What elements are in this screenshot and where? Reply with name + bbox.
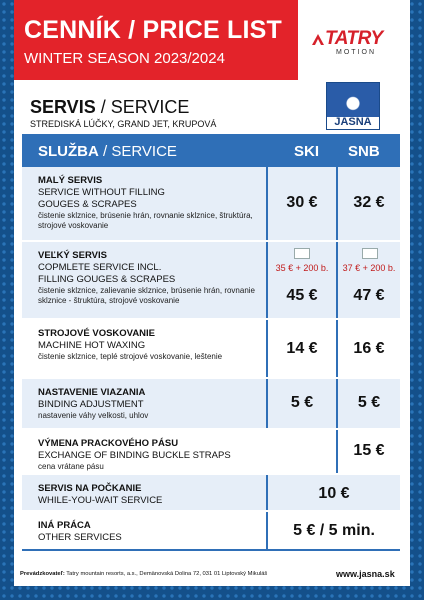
ski-price: 5 € [290, 394, 314, 411]
table-row [22, 379, 400, 430]
operator-label: Prevádzkovateľ: [20, 571, 65, 577]
operator-info [20, 571, 267, 577]
season-subtitle: WINTER SEASON 2023/2024 [24, 50, 225, 67]
header-snb: SNB [348, 143, 380, 160]
snb-price: 16 € [353, 340, 385, 357]
table-row [22, 167, 400, 242]
title-banner [14, 0, 298, 80]
header-service-bold: SLUŽBA [38, 143, 99, 160]
row-text [38, 483, 262, 507]
service-name-en: OTHER SERVICES [38, 532, 122, 543]
page-title: CENNÍK / PRICE LIST [24, 16, 282, 44]
ski-price: 45 € [286, 287, 318, 304]
row-text [38, 250, 262, 306]
tatry-logo [312, 28, 392, 58]
website-link[interactable]: www.jasna.sk [336, 569, 395, 579]
table-bottom-rule [22, 549, 400, 551]
service-name-sk: INÁ PRÁCA [38, 520, 91, 531]
snb-price: 15 € [353, 442, 385, 459]
table-row [22, 320, 400, 379]
jasna-logo-text: JASNA [334, 116, 372, 128]
service-name-sk: VEĽKÝ SERVIS [38, 250, 107, 261]
table-row [22, 242, 400, 320]
service-name-en: WHILE-YOU-WAIT SERVICE [38, 495, 163, 506]
service-name-en-2: GOUGES & SCRAPES [38, 199, 137, 210]
ski-price: 14 € [286, 340, 318, 357]
section-title [30, 97, 189, 118]
price-list-sheet [14, 0, 410, 586]
row-text [38, 387, 262, 421]
table-row [22, 430, 400, 475]
table-header [22, 134, 400, 167]
ski-promo-price: 35 € + 200 b. [275, 263, 329, 273]
service-description: čistenie sklznice, zalievanie sklznice, brúsenie hrán, rovnanie sklznice - štruktúra, strojové voskovanie [38, 286, 255, 305]
snb-price: 32 € [353, 194, 385, 211]
service-name-sk: STROJOVÉ VOSKOVANIE [38, 328, 156, 339]
service-name-sk: MALÝ SERVIS [38, 175, 103, 186]
ski-price: 30 € [286, 194, 318, 211]
column-divider [266, 242, 268, 318]
row-text [38, 438, 262, 472]
service-name-sk: SERVIS NA POČKANIE [38, 483, 142, 494]
service-name-en: SERVICE WITHOUT FILLING [38, 187, 165, 198]
combined-price: 5 € / 5 min. [293, 522, 375, 539]
sun-icon [327, 83, 379, 117]
service-description: čistenie sklznice, brúsenie hrán, rovnanie sklznice, štruktúra, strojové voskovanie [38, 211, 253, 230]
service-description: cena vrátane pásu [38, 462, 104, 471]
snb-price: 47 € [353, 287, 385, 304]
service-name-en: MACHINE HOT WAXING [38, 340, 146, 351]
service-name-en: BINDING ADJUSTMENT [38, 399, 144, 410]
service-name-en-2: FILLING GOUGES & SCRAPES [38, 274, 176, 285]
section-title-rest: / SERVICE [95, 97, 190, 117]
table-row [22, 512, 400, 549]
table-row [22, 475, 400, 512]
service-name-en: EXCHANGE OF BINDING BUCKLE STRAPS [38, 450, 231, 461]
service-name-en: COPMLETE SERVICE INCL. [38, 262, 162, 273]
header-ski: SKI [294, 143, 320, 160]
loyalty-card-icon [294, 248, 310, 259]
operator-text: Tatry mountain resorts, a.s., Demänovská Dolina 72, 031 01 Liptovský Mikuláš [64, 571, 268, 577]
row-text [38, 175, 262, 231]
service-description: nastavenie váhy velkosti, uhlov [38, 411, 149, 420]
row-text [38, 328, 262, 362]
combined-price: 10 € [318, 485, 350, 502]
header-service-rest: / SERVICE [98, 143, 177, 160]
service-description: čistenie sklznice, teplé strojové voskovanie, leštenie [38, 352, 223, 361]
row-text [38, 520, 262, 544]
jasna-logo [326, 82, 380, 130]
service-name-sk: NASTAVENIE VIAZANIA [38, 387, 146, 398]
snb-promo-price: 37 € + 200 b. [342, 263, 396, 273]
section-locations: STREDISKÁ LÚČKY, GRAND JET, KRUPOVÁ [30, 119, 217, 129]
brand-name: TATRY [325, 28, 383, 49]
loyalty-card-icon [362, 248, 378, 259]
section-title-bold: SERVIS [30, 97, 96, 117]
column-divider [336, 242, 338, 318]
header-service [38, 143, 177, 160]
service-name-sk: VÝMENA PRACKOVÉHO PÁSU [38, 438, 179, 449]
snb-price: 5 € [357, 394, 381, 411]
brand-subtitle: MOTION [336, 49, 376, 56]
price-table [22, 134, 400, 551]
mountain-icon [312, 32, 324, 46]
